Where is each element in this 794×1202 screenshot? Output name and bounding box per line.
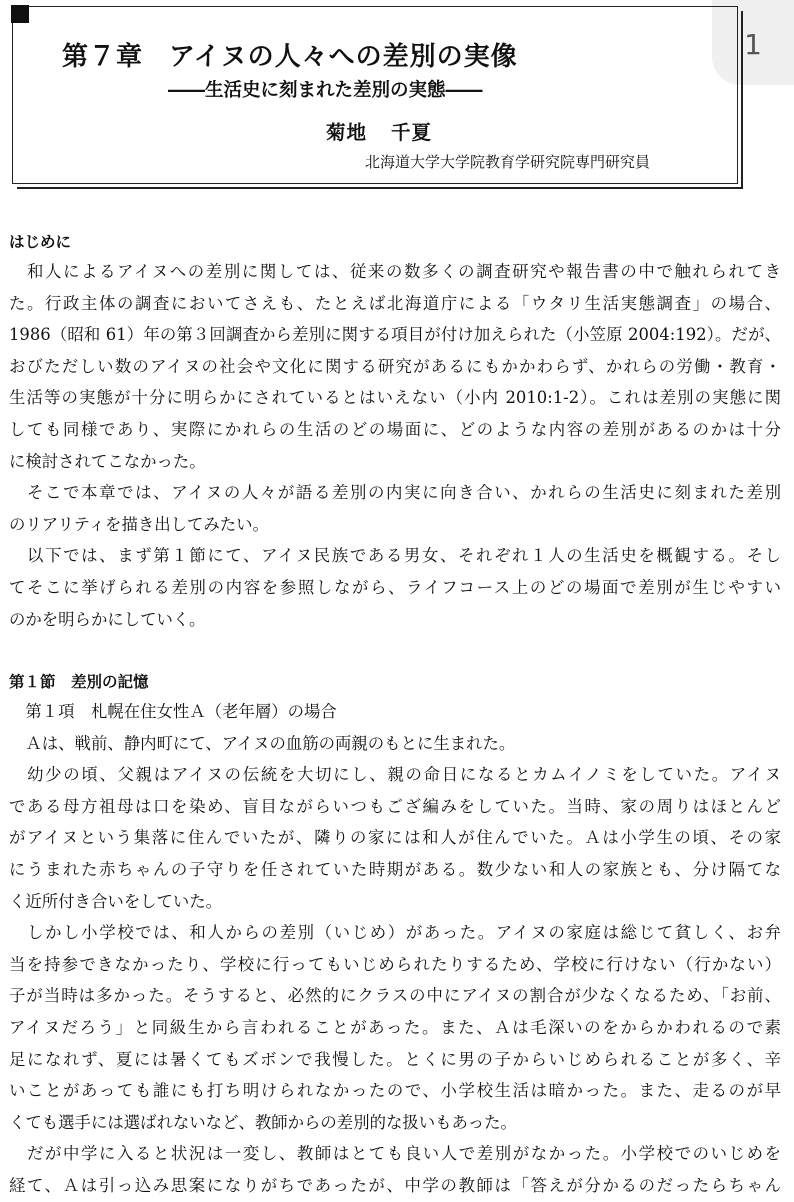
intro-body	[9, 256, 781, 635]
section-1	[9, 668, 781, 1202]
section-1-heading: 第１節 差別の記憶	[9, 673, 149, 691]
text-line: である母方祖母は口を染め、盲目ながらいつもござ編みをしていた。当時、家の周りはほとんど	[9, 796, 781, 816]
text-line: 足になれず、夏には暑くてもズボンで我慢した。とくに男の子からいじめられることが多く、辛	[9, 1049, 781, 1069]
chapter-title	[62, 36, 518, 73]
text-line: おびただしい数のアイヌの社会や文化に関する研究があるにもかかわらず、かれらの労働・教育・	[9, 356, 781, 376]
text-line: Ａは、戦前、静内町にて、アイヌの血筋の両親のもとに生まれた。	[9, 733, 516, 753]
text-line: くても選手には選ばれないなど、教師からの差別的な扱いもあった。	[9, 1112, 517, 1132]
text-line: 和人によるアイヌへの差別に関しては、従来の数多くの調査研究や報告書の中で触れられてき	[9, 262, 781, 281]
text-line: だが中学に入ると状況は一変し、教師はとても良い人で差別がなかった。小学校でのいじめを	[9, 1144, 781, 1164]
intro-section	[9, 228, 781, 635]
subsection-heading: 第１項 札幌在住女性Ａ（老年層）の場合	[9, 702, 337, 721]
text-line: しても同様であり、実際にかれらの生活のどの場面に、どのような内容の差別があるのかは十分	[9, 419, 781, 439]
author-family-name: 菊地	[326, 121, 368, 144]
text-line: にうまれた赤ちゃんの子守りを任されていた時期がある。数少ない和人の家族とも、分け隔てな	[9, 859, 781, 879]
author-given-name: 千夏	[391, 121, 433, 144]
text-line: 経て、Ａは引っ込み思案になりがちであったが、中学の教師は「答えが分かるのだったらちゃん	[9, 1175, 781, 1195]
text-line: 生活等の実態が十分に明らかにされているとはいえない（小内 2010:1-2）。これは差別の実態に関	[9, 388, 781, 408]
text-line: 当を持参できなかったり、学校に行ってもいじめられたりするため、学校に行けない（行かない）	[9, 954, 781, 974]
text-line: アイヌだろう」と同級生から言われることがあった。また、Ａは毛深いのをからかわれるので素	[9, 1017, 781, 1037]
text-line: がアイヌという集落に住んでいたが、隣りの家には和人が住んでいた。Ａは小学生の頃、その家	[9, 828, 781, 848]
text-line: てそこに挙げられる差別の内容を参照しながら、ライフコース上のどの場面で差別が生じやすい	[9, 577, 781, 597]
chapter-title-text: アイヌの人々への差別の実像	[169, 42, 518, 72]
text-line: た。行政主体の調査においてさえも、たとえば北海道庁による「ウタリ生活実態調査」の場合、	[9, 293, 781, 313]
text-line: しかし小学校では、和人からの差別（いじめ）があった。アイヌの家庭は総じて貧しく、お弁	[9, 923, 781, 943]
text-line: いことがあっても誰にも打ち明けられなかったので、小学校生活は暗かった。また、走るのが早	[9, 1081, 781, 1101]
text-line: そこで本章では、アイヌの人々が語る差別の内実に向き合い、かれらの生活史に刻まれた差別	[9, 483, 781, 503]
author-affiliation: 北海道大学大学院教育学研究院専門研究員	[365, 153, 651, 171]
text-line: 以下では、まず第１節にて、アイヌ民族である男女、それぞれ１人の生活史を概観する。そし	[9, 546, 781, 566]
intro-heading: はじめに	[9, 233, 72, 251]
text-line: に検討されてこなかった。	[9, 451, 206, 471]
corner-mark	[11, 5, 29, 23]
text-line: 幼少の頃、父親はアイヌの伝統を大切にし、親の命日になるとカムイノミをしていた。アイヌ	[9, 765, 781, 785]
text-line: 1986（昭和 61）年の第３回調査から差別に関する項目が付け加えられた（小笠原 2004:192）。だが、	[9, 325, 781, 345]
chapter-subtitle: ――生活史に刻まれた差別の実態――	[168, 80, 483, 101]
chapter-number: 第７章	[62, 42, 144, 72]
text-line: 子が当時は多かった。そうすると、必然的にクラスの中にアイヌの割合が少なくなるため、「お前、	[9, 986, 781, 1006]
page-number: 1	[712, 0, 794, 85]
text-line: のかを明らかにしていく。	[9, 609, 206, 629]
text-line: く近所付き合いをしていた。	[9, 891, 223, 911]
section-1-body	[9, 696, 781, 1202]
text-line: のリアリティを描き出してみたい。	[9, 514, 269, 534]
author-name	[326, 117, 432, 145]
